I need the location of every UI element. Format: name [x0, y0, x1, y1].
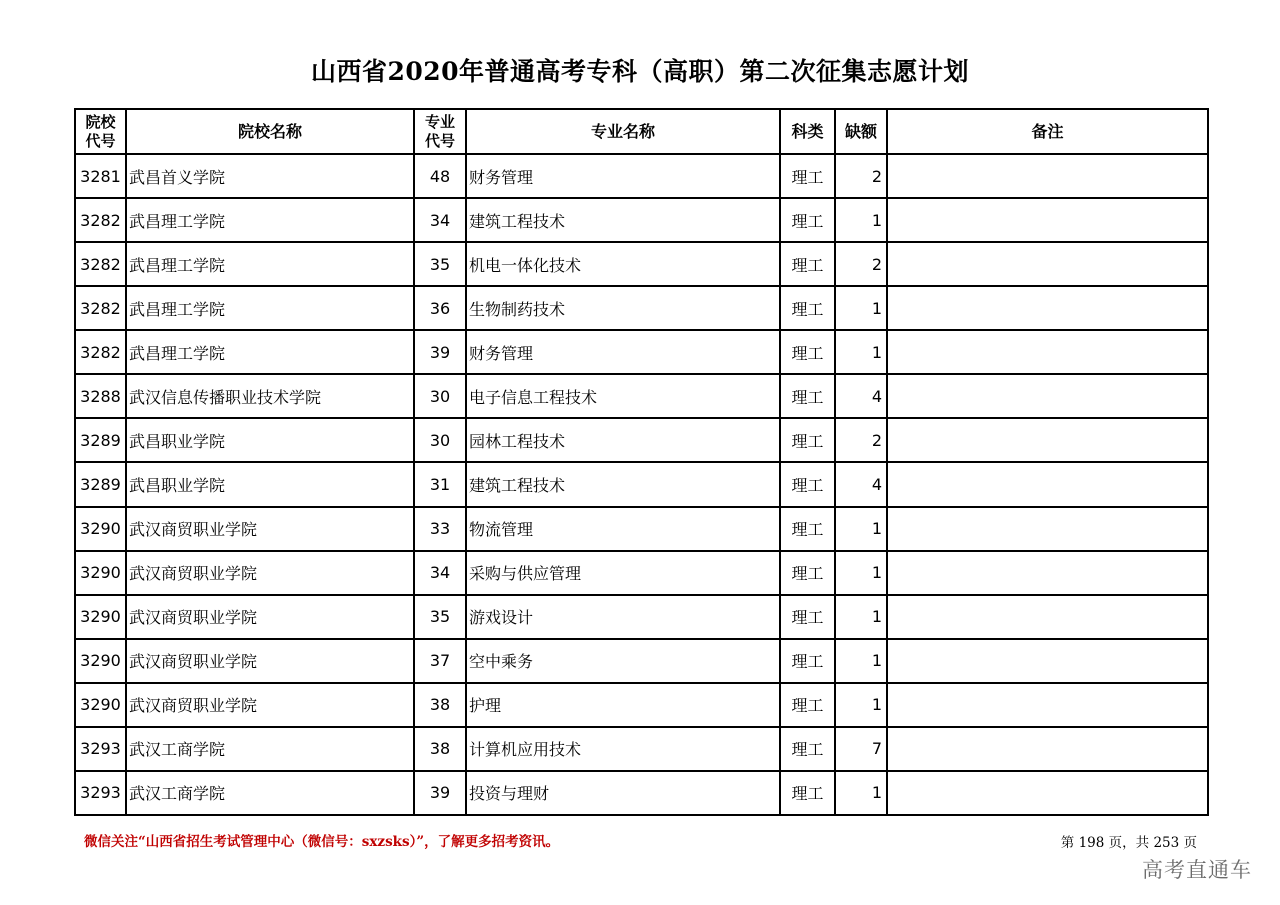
cell-major-code: 36: [414, 286, 466, 330]
cell-school-name: 武汉商贸职业学院: [126, 595, 414, 639]
cell-school-name: 武汉信息传播职业技术学院: [126, 374, 414, 418]
cell-school-name: 武汉工商学院: [126, 771, 414, 815]
cell-school-code: 3282: [75, 242, 126, 286]
cell-category: 理工: [780, 771, 835, 815]
cell-school-code: 3290: [75, 551, 126, 595]
cell-major-code: 39: [414, 330, 466, 374]
cell-category: 理工: [780, 242, 835, 286]
cell-major-name: 机电一体化技术: [466, 242, 780, 286]
cell-major-code: 33: [414, 507, 466, 551]
cell-major-name: 空中乘务: [466, 639, 780, 683]
cell-category: 理工: [780, 595, 835, 639]
cell-category: 理工: [780, 683, 835, 727]
cell-school-code: 3290: [75, 683, 126, 727]
cell-major-name: 护理: [466, 683, 780, 727]
cell-vacancies: 1: [835, 639, 887, 683]
table-body: [75, 154, 1208, 815]
cell-category: 理工: [780, 727, 835, 771]
cell-vacancies: 2: [835, 418, 887, 462]
cell-major-name: 采购与供应管理: [466, 551, 780, 595]
cell-school-name: 武昌首义学院: [126, 154, 414, 198]
cell-vacancies: 1: [835, 286, 887, 330]
cell-remarks: [887, 507, 1208, 551]
cell-vacancies: 2: [835, 154, 887, 198]
cell-remarks: [887, 462, 1208, 506]
cell-category: 理工: [780, 462, 835, 506]
cell-school-code: 3281: [75, 154, 126, 198]
cell-vacancies: 7: [835, 727, 887, 771]
cell-school-code: 3289: [75, 462, 126, 506]
cell-remarks: [887, 639, 1208, 683]
table-row: [75, 418, 1208, 462]
header-major-code: [414, 109, 466, 154]
cell-remarks: [887, 374, 1208, 418]
cell-category: 理工: [780, 418, 835, 462]
cell-remarks: [887, 242, 1208, 286]
cell-remarks: [887, 551, 1208, 595]
document-title: 山西省2020年普通高考专科（高职）第二次征集志愿计划: [310, 57, 970, 86]
table-row: [75, 242, 1208, 286]
header-school-code: [75, 109, 126, 154]
cell-remarks: [887, 771, 1208, 815]
cell-category: 理工: [780, 154, 835, 198]
table-row: [75, 551, 1208, 595]
cell-major-name: 建筑工程技术: [466, 198, 780, 242]
wechat-notice: 微信关注“山西省招生考试管理中心（微信号：sxzsks）”，了解更多招考资讯。: [84, 834, 560, 850]
cell-school-name: 武汉商贸职业学院: [126, 639, 414, 683]
table-row: [75, 154, 1208, 198]
enrollment-plan-table: [74, 108, 1209, 816]
cell-category: 理工: [780, 639, 835, 683]
cell-major-code: 48: [414, 154, 466, 198]
cell-major-code: 37: [414, 639, 466, 683]
header-school-code-line2: 代号: [85, 131, 116, 150]
cell-major-name: 生物制药技术: [466, 286, 780, 330]
cell-vacancies: 1: [835, 551, 887, 595]
cell-school-code: 3282: [75, 198, 126, 242]
cell-major-code: 38: [414, 683, 466, 727]
table-row: [75, 771, 1208, 815]
cell-major-code: 34: [414, 198, 466, 242]
table-row: [75, 507, 1208, 551]
cell-school-name: 武汉商贸职业学院: [126, 551, 414, 595]
cell-major-code: 38: [414, 727, 466, 771]
cell-category: 理工: [780, 198, 835, 242]
table-row: [75, 462, 1208, 506]
cell-major-name: 计算机应用技术: [466, 727, 780, 771]
cell-major-code: 30: [414, 418, 466, 462]
cell-school-code: 3290: [75, 507, 126, 551]
watermark: 高考直通车: [1142, 858, 1252, 882]
cell-major-code: 34: [414, 551, 466, 595]
cell-school-name: 武昌理工学院: [126, 330, 414, 374]
cell-school-code: 3293: [75, 727, 126, 771]
header-category: 科类: [780, 109, 835, 154]
cell-school-name: 武汉工商学院: [126, 727, 414, 771]
table-row: [75, 198, 1208, 242]
cell-category: 理工: [780, 507, 835, 551]
header-major-code-line1: 专业: [424, 112, 455, 131]
cell-school-name: 武汉商贸职业学院: [126, 507, 414, 551]
cell-school-name: 武昌职业学院: [126, 418, 414, 462]
cell-major-name: 电子信息工程技术: [466, 374, 780, 418]
cell-remarks: [887, 683, 1208, 727]
cell-vacancies: 4: [835, 462, 887, 506]
cell-category: 理工: [780, 330, 835, 374]
cell-school-name: 武昌理工学院: [126, 198, 414, 242]
cell-major-name: 财务管理: [466, 330, 780, 374]
cell-vacancies: 4: [835, 374, 887, 418]
cell-school-code: 3290: [75, 639, 126, 683]
cell-major-code: 39: [414, 771, 466, 815]
cell-school-code: 3289: [75, 418, 126, 462]
cell-remarks: [887, 286, 1208, 330]
cell-remarks: [887, 727, 1208, 771]
cell-school-code: 3290: [75, 595, 126, 639]
cell-vacancies: 2: [835, 242, 887, 286]
cell-remarks: [887, 595, 1208, 639]
table-row: [75, 374, 1208, 418]
cell-major-code: 35: [414, 595, 466, 639]
table-row: [75, 330, 1208, 374]
page-indicator: 第 198 页，共 253 页: [1060, 835, 1197, 851]
cell-major-name: 物流管理: [466, 507, 780, 551]
cell-vacancies: 1: [835, 507, 887, 551]
header-remarks: 备注: [887, 109, 1208, 154]
cell-major-code: 35: [414, 242, 466, 286]
cell-school-name: 武昌职业学院: [126, 462, 414, 506]
cell-major-name: 建筑工程技术: [466, 462, 780, 506]
cell-school-code: 3293: [75, 771, 126, 815]
cell-school-code: 3282: [75, 286, 126, 330]
cell-vacancies: 1: [835, 330, 887, 374]
cell-school-name: 武昌理工学院: [126, 286, 414, 330]
cell-major-name: 投资与理财: [466, 771, 780, 815]
cell-category: 理工: [780, 551, 835, 595]
header-vacancies: 缺额: [835, 109, 887, 154]
cell-vacancies: 1: [835, 771, 887, 815]
cell-major-code: 30: [414, 374, 466, 418]
header-major-code-line2: 代号: [424, 131, 455, 150]
header-major-name: 专业名称: [466, 109, 780, 154]
table-row: [75, 286, 1208, 330]
cell-major-code: 31: [414, 462, 466, 506]
table-row: [75, 727, 1208, 771]
table-row: [75, 595, 1208, 639]
cell-vacancies: 1: [835, 198, 887, 242]
cell-school-name: 武昌理工学院: [126, 242, 414, 286]
header-school-code-line1: 院校: [85, 112, 116, 131]
cell-remarks: [887, 330, 1208, 374]
table-row: [75, 639, 1208, 683]
table-header-row: [75, 109, 1208, 154]
cell-school-code: 3288: [75, 374, 126, 418]
cell-category: 理工: [780, 374, 835, 418]
cell-major-name: 游戏设计: [466, 595, 780, 639]
cell-remarks: [887, 198, 1208, 242]
cell-school-name: 武汉商贸职业学院: [126, 683, 414, 727]
cell-major-name: 财务管理: [466, 154, 780, 198]
header-school-name: 院校名称: [126, 109, 414, 154]
cell-remarks: [887, 418, 1208, 462]
cell-remarks: [887, 154, 1208, 198]
table-row: [75, 683, 1208, 727]
cell-category: 理工: [780, 286, 835, 330]
cell-vacancies: 1: [835, 683, 887, 727]
cell-major-name: 园林工程技术: [466, 418, 780, 462]
cell-school-code: 3282: [75, 330, 126, 374]
cell-vacancies: 1: [835, 595, 887, 639]
